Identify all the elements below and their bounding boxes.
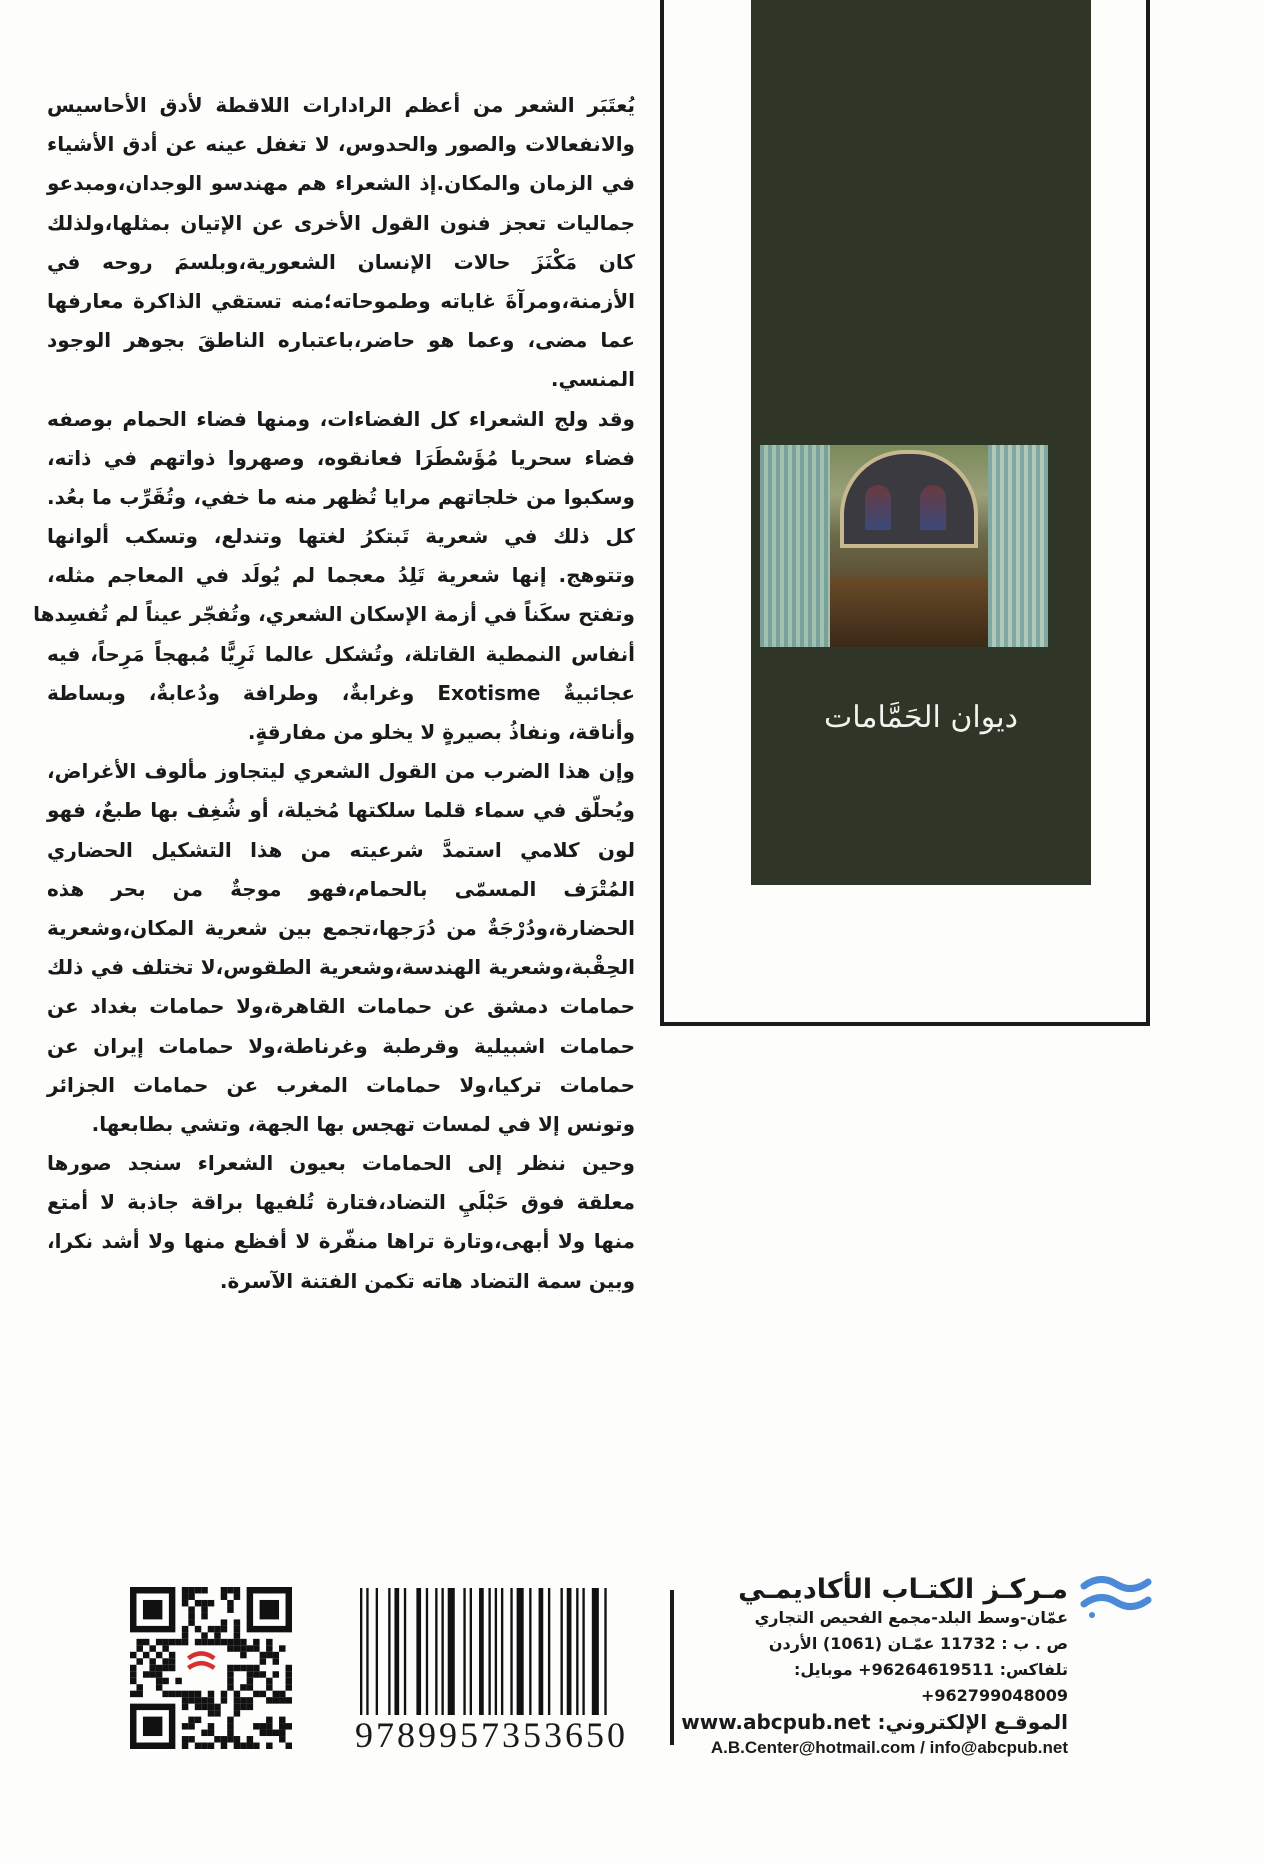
- blurb-text: [33, 86, 635, 1301]
- qr-module: [286, 1684, 292, 1690]
- blurb-line: وسكبوا من خلجاتهم مرايا تُظهر منه ما خفي، وتُقَرِّب ما بعُد.: [47, 484, 635, 509]
- blurb-line: حمامات تركيا،ولا حمامات المغرب عن حمامات الجزائر: [47, 1072, 635, 1097]
- qr-module: [227, 1665, 233, 1671]
- qr-module: [286, 1678, 292, 1684]
- qr-module: [195, 1717, 201, 1723]
- qr-module: [162, 1665, 168, 1671]
- qr-module: [266, 1678, 272, 1684]
- qr-module: [260, 1658, 266, 1664]
- qr-module: [227, 1645, 233, 1651]
- qr-module: [247, 1736, 253, 1742]
- qr-module: [227, 1606, 233, 1612]
- frame-left-line: [660, 0, 664, 1026]
- qr-logo-icon: [188, 1653, 214, 1668]
- publisher-info: [680, 1574, 1068, 1761]
- qr-code: [130, 1587, 292, 1749]
- qr-module: [247, 1645, 253, 1651]
- qr-module: [234, 1593, 240, 1599]
- qr-module: [227, 1678, 233, 1684]
- qr-module: [227, 1587, 233, 1593]
- qr-module: [162, 1691, 168, 1697]
- qr-module: [143, 1652, 149, 1658]
- qr-module: [130, 1691, 136, 1697]
- qr-module: [279, 1736, 285, 1742]
- qr-module: [234, 1665, 240, 1671]
- qr-module: [234, 1632, 240, 1638]
- qr-module: [156, 1684, 162, 1690]
- qr-module: [188, 1717, 194, 1723]
- qr-module: [234, 1736, 240, 1742]
- blurb-line: عما مضى، وعما هو حاضر،باعتباره الناطقَ بجوهر الوجود: [47, 328, 635, 353]
- qr-module: [234, 1691, 240, 1697]
- qr-module: [201, 1606, 207, 1612]
- qr-module: [130, 1671, 136, 1677]
- qr-module: [208, 1691, 214, 1697]
- qr-module: [260, 1691, 266, 1697]
- qr-module: [136, 1691, 142, 1697]
- qr-module: [169, 1691, 175, 1697]
- qr-module: [136, 1684, 142, 1690]
- blurb-line: أنفاس النمطية القاتلة، وتُشكل عالما ثَرِيًّا مُبهجاً مَرِحاً، فيه: [47, 641, 635, 666]
- qr-module: [221, 1736, 227, 1742]
- qr-module: [240, 1684, 246, 1690]
- qr-module: [253, 1639, 259, 1645]
- qr-module: [247, 1704, 253, 1710]
- qr-module: [195, 1587, 201, 1593]
- qr-module: [266, 1684, 272, 1690]
- qr-module: [240, 1665, 246, 1671]
- publisher-address: عمّان-وسط البلد-مجمع الفحيص التجاري: [754, 1608, 1068, 1627]
- qr-module: [182, 1743, 188, 1749]
- qr-module: [162, 1639, 168, 1645]
- blurb-line: فضاء سحريا مُؤَسْطَرَا فعانقوه، وصهروا ذواتهم في ذاته،: [47, 445, 635, 470]
- book-title: ديوان الحَمَّامات: [824, 700, 1018, 735]
- qr-module: [247, 1678, 253, 1684]
- qr-module: [156, 1652, 162, 1658]
- qr-module: [201, 1613, 207, 1619]
- qr-module: [221, 1593, 227, 1599]
- isbn-number: 9789957353650: [355, 1715, 628, 1755]
- qr-module: [130, 1678, 136, 1684]
- qr-module: [182, 1736, 188, 1742]
- qr-module: [273, 1652, 279, 1658]
- qr-module: [253, 1723, 259, 1729]
- qr-module: [273, 1671, 279, 1677]
- qr-module: [227, 1736, 233, 1742]
- qr-module: [136, 1645, 142, 1651]
- qr-module: [273, 1691, 279, 1697]
- qr-module: [201, 1704, 207, 1710]
- qr-module: [214, 1710, 220, 1716]
- qr-module: [208, 1710, 214, 1716]
- blurb-line: المُتْرَف المسمّى بالحمام،فهو موجةٌ من بحر هذه: [47, 876, 635, 901]
- qr-module: [240, 1743, 246, 1749]
- frame-right-line: [1146, 0, 1150, 1026]
- blurb-line: كان مَكْنَزَ حالات الإنسان الشعورية،وبلسمَ روحه في: [47, 249, 635, 274]
- qr-module: [169, 1658, 175, 1664]
- qr-module: [195, 1691, 201, 1697]
- qr-module: [260, 1652, 266, 1658]
- qr-module: [260, 1730, 266, 1736]
- qr-module: [221, 1587, 227, 1593]
- qr-module: [208, 1626, 214, 1632]
- qr-module: [266, 1723, 272, 1729]
- qr-module: [273, 1658, 279, 1664]
- qr-module: [234, 1645, 240, 1651]
- qr-module: [221, 1619, 227, 1625]
- qr-module: [201, 1743, 207, 1749]
- qr-module: [253, 1645, 259, 1651]
- qr-module: [234, 1587, 240, 1593]
- qr-module: [279, 1697, 285, 1703]
- qr-module: [221, 1697, 227, 1703]
- blurb-line: وتونس إلا في لمسات تهجس بها الجهة، وتشي بطابعها.: [91, 1111, 635, 1136]
- qr-module: [253, 1743, 259, 1749]
- qr-module: [240, 1639, 246, 1645]
- qr-module: [227, 1671, 233, 1677]
- qr-module: [227, 1723, 233, 1729]
- qr-module: [136, 1658, 142, 1664]
- qr-module: [266, 1717, 272, 1723]
- qr-module: [273, 1697, 279, 1703]
- qr-module: [214, 1704, 220, 1710]
- qr-module: [195, 1697, 201, 1703]
- qr-module: [188, 1606, 194, 1612]
- qr-module: [201, 1632, 207, 1638]
- qr-module: [227, 1639, 233, 1645]
- qr-module: [182, 1626, 188, 1632]
- blurb-line: معلقة فوق حَبْلَيِ التضاد،فتارة تُلفيها براقة جاذبة لا أمتع: [47, 1190, 635, 1215]
- qr-module: [221, 1691, 227, 1697]
- qr-module: [188, 1613, 194, 1619]
- blurb-line: لون كلامي استمدَّ شرعيته من هذا التشكيل الحضاري: [47, 837, 635, 862]
- qr-module: [182, 1632, 188, 1638]
- qr-module: [188, 1697, 194, 1703]
- qr-module: [214, 1639, 220, 1645]
- qr-module: [221, 1626, 227, 1632]
- qr-module: [279, 1645, 285, 1651]
- qr-module: [266, 1639, 272, 1645]
- qr-module: [188, 1619, 194, 1625]
- qr-module: [208, 1723, 214, 1729]
- qr-module: [162, 1658, 168, 1664]
- qr-module: [234, 1697, 240, 1703]
- publisher-pobox: ص . ب : 11732 عمّـان (1061) الأردن: [768, 1634, 1068, 1653]
- blurb-line: يُعتَبَر الشعر من أعظم الرادارات اللاقطة لأدق الأحاسيس: [47, 93, 635, 117]
- qr-module: [188, 1691, 194, 1697]
- qr-module: [208, 1730, 214, 1736]
- qr-module: [149, 1645, 155, 1651]
- qr-module: [182, 1691, 188, 1697]
- qr-module: [156, 1678, 162, 1684]
- qr-module: [149, 1665, 155, 1671]
- qr-module: [130, 1652, 136, 1658]
- qr-module: [188, 1593, 194, 1599]
- qr-module: [266, 1730, 272, 1736]
- qr-module: [182, 1600, 188, 1606]
- qr-module: [201, 1697, 207, 1703]
- blurb-line: وبين سمة التضاد هاته تكمن الفتنة الآسرة.: [219, 1268, 635, 1293]
- qr-module: [221, 1639, 227, 1645]
- qr-module: [156, 1671, 162, 1677]
- qr-module: [286, 1743, 292, 1749]
- qr-module: [162, 1645, 168, 1651]
- blurb-line: عجائبيةٌ Exotisme وغرابةٌ، وطرافة ودُعابةٌ، وبساطة: [47, 680, 635, 705]
- blurb-line: والانفعالات والصور والحدوس، لا تغفل عينه عن أدق الأشياء: [47, 132, 635, 157]
- qr-module: [253, 1691, 259, 1697]
- qr-module: [214, 1626, 220, 1632]
- qr-module: [201, 1639, 207, 1645]
- qr-module: [182, 1639, 188, 1645]
- qr-module: [136, 1639, 142, 1645]
- publisher-website[interactable]: الموقـع الإلكتروني: www.abcpub.net: [681, 1710, 1068, 1734]
- qr-module: [234, 1619, 240, 1625]
- qr-module: [169, 1665, 175, 1671]
- qr-module: [175, 1639, 181, 1645]
- qr-module: [240, 1704, 246, 1710]
- qr-module: [208, 1697, 214, 1703]
- qr-module: [234, 1710, 240, 1716]
- blurb-line: الحِقْبة،وشعرية الهندسة،وشعرية الطقوس،لا تختلف في ذلك: [47, 955, 635, 980]
- blurb-line: منها ولا أبهى،وتارة تراها منفّرة لا أفظع منها ولا أشد نكرا،: [47, 1229, 635, 1254]
- qr-module: [149, 1671, 155, 1677]
- qr-module: [130, 1665, 136, 1671]
- qr-module: [182, 1697, 188, 1703]
- qr-module: [234, 1626, 240, 1632]
- hammam-painting: [760, 445, 1048, 647]
- blurb-line: ويُحلّق في سماء قلما سلكتها مُخيلة، أو شُغِف بها طبعٌ، فهو: [47, 798, 635, 823]
- qr-module: [227, 1600, 233, 1606]
- qr-module: [188, 1736, 194, 1742]
- blurb-line: الحضارة،ودُرْجَةٌ من دُرَجها،تجمع بين شعرية المكان،وشعرية: [47, 915, 635, 940]
- qr-module: [253, 1671, 259, 1677]
- qr-module: [162, 1678, 168, 1684]
- blurb-line: وقد ولج الشعراء كل الفضاءات، ومنها فضاء الحمام بوصفه: [47, 406, 635, 431]
- blurb-line: وأناقة، ونفاذُ بصيرةٍ لا يخلو من مفارقةٍ.: [247, 720, 635, 744]
- qr-module: [195, 1626, 201, 1632]
- front-cover-thumbnail: [751, 0, 1091, 885]
- qr-module: [149, 1658, 155, 1664]
- qr-module: [195, 1743, 201, 1749]
- blurb-line: في الزمان والمكان.إذ الشعراء هم مهندسو الوجدان،ومبدعو: [47, 171, 635, 196]
- publisher-logo-icon: [1080, 1572, 1152, 1620]
- qr-module: [266, 1743, 272, 1749]
- qr-module: [286, 1723, 292, 1729]
- qr-module: [273, 1730, 279, 1736]
- qr-module: [234, 1743, 240, 1749]
- blurb-line: حمامات دمشق عن حمامات القاهرة،ولا حمامات بغداد عن: [47, 994, 635, 1019]
- divider-line: [670, 1590, 674, 1745]
- publisher-phones: تلفاكس: 96264619511+ موبايل: 962799048009+: [793, 1660, 1068, 1705]
- qr-module: [143, 1639, 149, 1645]
- qr-module: [240, 1652, 246, 1658]
- qr-module: [227, 1730, 233, 1736]
- blurb-line: جماليات تعجز فنون القول الأخرى عن الإتيان بمثلها،ولذلك: [47, 210, 635, 235]
- blurb-line: كل ذلك في شعرية تَبتكرُ لغتها وتندلع، وتسكب ألوانها: [47, 524, 635, 549]
- qr-module: [169, 1639, 175, 1645]
- blurb-line: وحين ننظر إلى الحمامات بعيون الشعراء سنجد صورها: [47, 1151, 635, 1176]
- qr-module: [266, 1645, 272, 1651]
- qr-module: [182, 1704, 188, 1710]
- blurb-line: وإن هذا الضرب من القول الشعري ليتجاوز مألوف الأغراض،: [47, 759, 635, 784]
- qr-module: [240, 1697, 246, 1703]
- qr-module: [208, 1743, 214, 1749]
- qr-module: [208, 1600, 214, 1606]
- blurb-line: وتتوهج. إنها شعرية تَلِدُ معجما لم يُولَد في المعاجم مثله،: [47, 563, 635, 588]
- qr-module: [182, 1587, 188, 1593]
- qr-module: [279, 1691, 285, 1697]
- qr-module: [286, 1665, 292, 1671]
- qr-module: [182, 1593, 188, 1599]
- qr-module: [195, 1639, 201, 1645]
- qr-module: [201, 1730, 207, 1736]
- qr-module: [169, 1652, 175, 1658]
- qr-module: [195, 1600, 201, 1606]
- qr-module: [208, 1704, 214, 1710]
- qr-module: [266, 1697, 272, 1703]
- qr-module: [156, 1639, 162, 1645]
- blurb-line: الأزمنة،ومرآةَ غاياته وطموحاته؛منه تستقي الذاكرة معارفها: [47, 288, 635, 313]
- qr-module: [208, 1639, 214, 1645]
- qr-module: [247, 1684, 253, 1690]
- qr-module: [247, 1697, 253, 1703]
- qr-module: [279, 1717, 285, 1723]
- qr-module: [266, 1652, 272, 1658]
- qr-module: [247, 1665, 253, 1671]
- qr-module: [156, 1665, 162, 1671]
- qr-module: [201, 1587, 207, 1593]
- qr-module: [182, 1723, 188, 1729]
- qr-module: [227, 1717, 233, 1723]
- qr-module: [286, 1697, 292, 1703]
- qr-module: [214, 1736, 220, 1742]
- qr-module: [260, 1723, 266, 1729]
- qr-module: [188, 1587, 194, 1593]
- qr-module: [175, 1678, 181, 1684]
- qr-module: [234, 1704, 240, 1710]
- qr-module: [247, 1743, 253, 1749]
- qr-module: [201, 1600, 207, 1606]
- qr-module: [260, 1671, 266, 1677]
- qr-module: [286, 1671, 292, 1677]
- qr-module: [234, 1639, 240, 1645]
- qr-module: [279, 1723, 285, 1729]
- qr-module: [188, 1723, 194, 1729]
- qr-module: [221, 1743, 227, 1749]
- publisher-name: مـركـز الكتـاب الأكاديمـي: [738, 1574, 1068, 1605]
- qr-module: [227, 1684, 233, 1690]
- blurb-line: وتفتح سكَناً في أزمة الإسكان الشعري، وتُفجّر عيناً لم تُفسِدها: [33, 602, 635, 627]
- qr-module: [247, 1671, 253, 1677]
- frame-bottom-line: [660, 1022, 1150, 1026]
- blurb-line: المنسي.: [550, 367, 635, 392]
- qr-module: [253, 1665, 259, 1671]
- qr-module: [240, 1645, 246, 1651]
- blurb-line: حمامات اشبيلية وقرطبة وغرناطة،ولا حمامات إيران عن: [47, 1033, 635, 1058]
- publisher-emails[interactable]: A.B.Center@hotmail.com / info@abcpub.net: [710, 1738, 1068, 1757]
- qr-module: [175, 1691, 181, 1697]
- qr-module: [195, 1704, 201, 1710]
- qr-module: [214, 1632, 220, 1638]
- qr-module: [143, 1671, 149, 1677]
- qr-module: [279, 1730, 285, 1736]
